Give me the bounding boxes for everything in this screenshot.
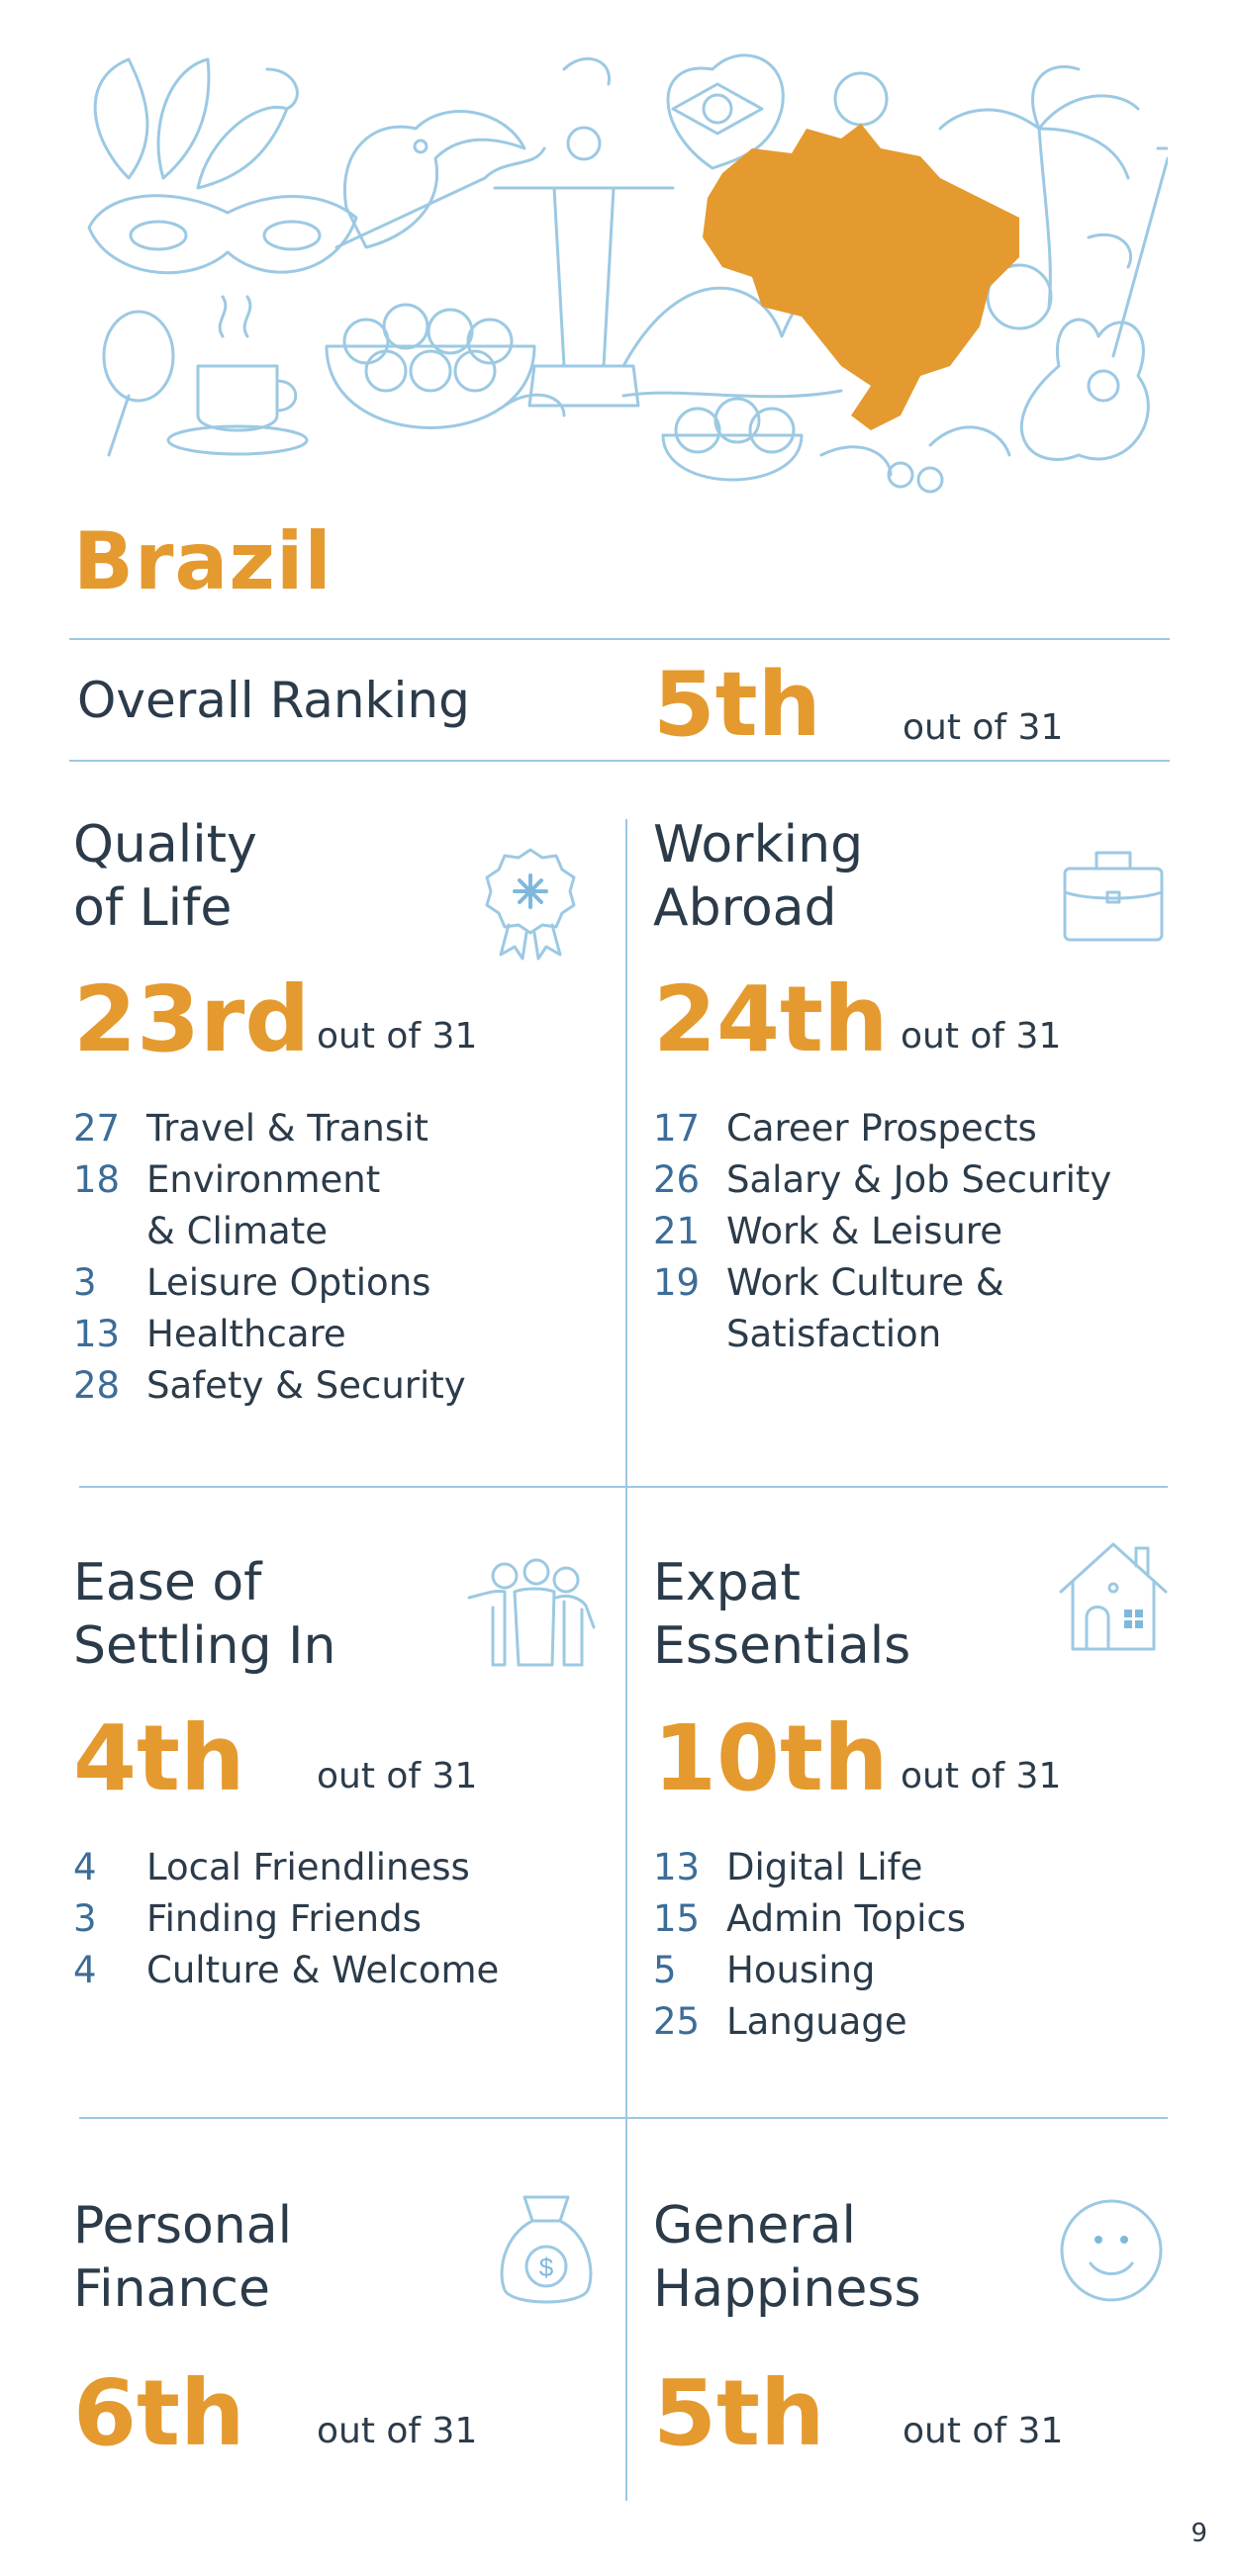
list-item: 4 Culture & Welcome (73, 1949, 500, 1991)
house-icon (1057, 1538, 1170, 1657)
divider (69, 638, 1170, 640)
divider (69, 760, 1170, 762)
divider (79, 1486, 1168, 1488)
overall-ranking-label: Overall Ranking (77, 672, 470, 729)
list-item: 25 Language (653, 2000, 907, 2043)
category-title (653, 813, 1069, 940)
list-item: 15 Admin Topics (653, 1897, 967, 1940)
list-item: Satisfaction (726, 1313, 942, 1355)
category-rank: 24th (653, 966, 889, 1072)
briefcase-icon (1059, 843, 1168, 952)
list-item: 28 Safety & Security (73, 1364, 466, 1407)
category-out-of: out of 31 (317, 2411, 478, 2451)
subcategory-list (653, 1842, 966, 2048)
category-general-happiness (653, 2194, 1069, 2321)
page-number: 9 (1190, 2519, 1207, 2548)
category-out-of: out of 31 (317, 1756, 478, 1796)
category-out-of: out of 31 (317, 1016, 478, 1057)
category-out-of: out of 31 (901, 1756, 1062, 1796)
category-rank: 6th (73, 2360, 245, 2466)
list-item: 4 Local Friendliness (73, 1846, 470, 1888)
list-item: 13 Healthcare (73, 1313, 346, 1355)
money-bag-icon (495, 2191, 598, 2310)
category-title (73, 1551, 489, 1678)
category-title-line1: Quality (73, 815, 257, 874)
category-rank: 10th (653, 1705, 889, 1811)
list-item: 3 Finding Friends (73, 1897, 422, 1940)
category-title-line2: Happiness (653, 2259, 921, 2319)
list-item: 21 Work & Leisure (653, 1210, 1002, 1252)
category-rank: 4th (73, 1705, 245, 1811)
category-title-line2: Abroad (653, 878, 837, 938)
overall-out-of: out of 31 (903, 707, 1064, 748)
category-working-abroad (653, 813, 1069, 940)
category-title (73, 2194, 489, 2321)
category-title-line2: of Life (73, 878, 233, 938)
rosette-badge-icon (483, 846, 578, 965)
category-title (653, 1551, 1069, 1678)
list-item: 3 Leisure Options (73, 1261, 431, 1304)
overall-ranking-value: 5th (653, 653, 821, 757)
category-title (73, 813, 489, 940)
category-title-line1: General (653, 2196, 856, 2255)
category-title (653, 2194, 1069, 2321)
brazil-map-icon (703, 124, 1019, 430)
country-title: Brazil (73, 515, 333, 607)
list-item: 18 Environment (73, 1158, 381, 1201)
subcategory-list (73, 1103, 466, 1412)
category-title-line1: Expat (653, 1553, 801, 1612)
subcategory-list (73, 1842, 499, 1996)
smiley-face-icon (1057, 2196, 1166, 2305)
list-item: 5 Housing (653, 1949, 876, 1991)
category-out-of: out of 31 (903, 2411, 1064, 2451)
list-item: 13 Digital Life (653, 1846, 923, 1888)
subcategory-list (653, 1103, 1111, 1360)
group-of-people-icon (465, 1558, 598, 1672)
category-quality-of-life (73, 813, 489, 940)
column-divider (625, 819, 627, 2501)
list-item: 26 Salary & Job Security (653, 1158, 1112, 1201)
category-rank: 23rd (73, 966, 311, 1072)
divider (79, 2117, 1168, 2119)
category-out-of: out of 31 (901, 1016, 1062, 1057)
category-title-line2: Finance (73, 2259, 270, 2319)
category-title-line1: Personal (73, 2196, 293, 2255)
category-title-line2: Essentials (653, 1616, 911, 1676)
list-item: 27 Travel & Transit (73, 1107, 428, 1150)
category-title-line1: Ease of (73, 1553, 262, 1612)
category-title-line2: Settling In (73, 1616, 336, 1676)
brazil-illustration (69, 40, 1168, 505)
list-item: & Climate (146, 1210, 328, 1252)
category-expat-essentials (653, 1551, 1069, 1678)
list-item: 17 Career Prospects (653, 1107, 1037, 1150)
category-title-line1: Working (653, 815, 864, 874)
category-ease-of-settling-in (73, 1551, 489, 1678)
list-item: 19 Work Culture & (653, 1261, 1004, 1304)
svg-text:$: $ (538, 2253, 554, 2282)
category-rank: 5th (653, 2360, 825, 2466)
category-personal-finance (73, 2194, 489, 2321)
